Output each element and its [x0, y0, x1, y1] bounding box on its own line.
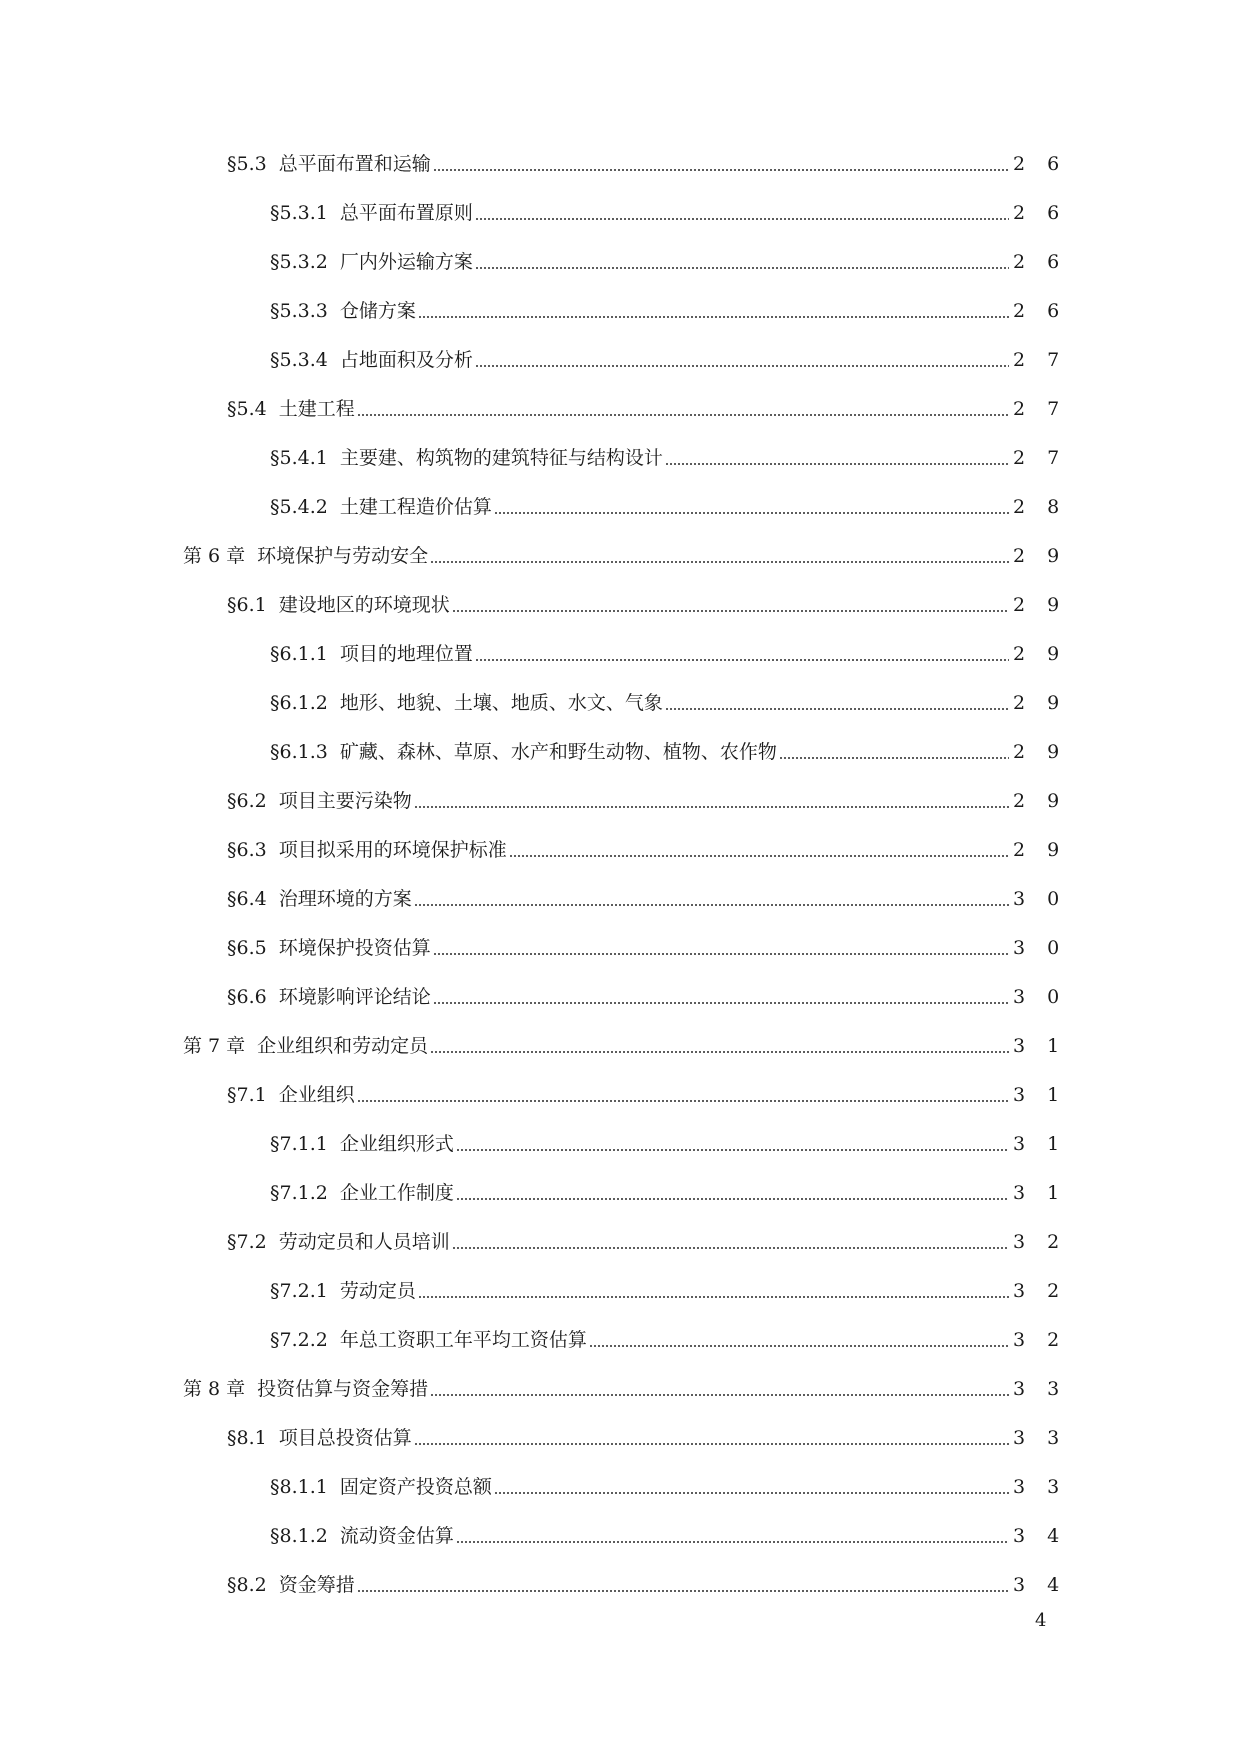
- toc-entry-number: §6.1.2: [270, 692, 328, 714]
- toc-entry[interactable]: [0, 934, 1241, 983]
- toc-entry[interactable]: [0, 885, 1241, 934]
- toc-entry-title: 项目主要污染物: [278, 790, 412, 812]
- toc-entry-page: 2 7: [1013, 398, 1068, 420]
- toc-entry-page: 3 4: [1013, 1574, 1068, 1596]
- toc-entry[interactable]: [0, 591, 1241, 640]
- toc-entry-page: 2 7: [1013, 447, 1068, 469]
- toc-entry-number: §5.3.1: [270, 202, 328, 224]
- toc-entry-number: §7.1.1: [270, 1133, 328, 1155]
- dot-leader: [357, 395, 1009, 417]
- toc-entry[interactable]: [0, 1277, 1241, 1326]
- toc-entry-number: §7.1.2: [270, 1182, 328, 1204]
- toc-entry-number: §5.3.4: [270, 349, 328, 371]
- toc-entry-title: 环境保护投资估算: [278, 937, 431, 959]
- toc-entry-number: §5.3: [227, 153, 267, 175]
- toc-entry[interactable]: [0, 150, 1241, 199]
- dot-leader: [433, 150, 1009, 172]
- toc-entry-number: 第 7 章: [183, 1035, 246, 1057]
- toc-entry-title: 企业工作制度: [339, 1182, 454, 1204]
- table-of-contents: [0, 150, 1241, 1620]
- toc-entry-number: §6.4: [227, 888, 267, 910]
- toc-entry-number: §8.1.2: [270, 1525, 328, 1547]
- dot-leader: [430, 542, 1009, 564]
- dot-leader: [414, 1424, 1009, 1446]
- dot-leader: [509, 836, 1009, 858]
- toc-entry-number: §7.2.1: [270, 1280, 328, 1302]
- dot-leader: [475, 346, 1009, 368]
- toc-entry-page: 2 9: [1013, 839, 1068, 861]
- page-number: 4: [1035, 1610, 1047, 1631]
- dot-leader: [433, 934, 1009, 956]
- toc-entry-page: 2 9: [1013, 643, 1068, 665]
- toc-entry[interactable]: [0, 787, 1241, 836]
- dot-leader: [589, 1326, 1009, 1348]
- toc-entry-title: 厂内外运输方案: [339, 251, 473, 273]
- toc-entry[interactable]: [0, 1081, 1241, 1130]
- toc-entry-number: §6.1.1: [270, 643, 328, 665]
- toc-entry-title: 仓储方案: [339, 300, 416, 322]
- dot-leader: [456, 1130, 1009, 1152]
- dot-leader: [433, 983, 1009, 1005]
- dot-leader: [475, 199, 1009, 221]
- dot-leader: [494, 493, 1009, 515]
- toc-entry-page: 3 1: [1013, 1182, 1068, 1204]
- toc-entry-page: 2 9: [1013, 741, 1068, 763]
- dot-leader: [414, 787, 1009, 809]
- toc-entry[interactable]: [0, 248, 1241, 297]
- toc-entry-number: §8.2: [227, 1574, 267, 1596]
- toc-entry[interactable]: [0, 493, 1241, 542]
- toc-entry-page: 2 6: [1013, 153, 1068, 175]
- toc-entry-title: 固定资产投资总额: [339, 1476, 492, 1498]
- dot-leader: [456, 1522, 1009, 1544]
- dot-leader: [456, 1179, 1009, 1201]
- toc-entry[interactable]: [0, 689, 1241, 738]
- toc-entry-title: 占地面积及分析: [339, 349, 473, 371]
- toc-entry[interactable]: [0, 1375, 1241, 1424]
- toc-entry-number: §7.2.2: [270, 1329, 328, 1351]
- toc-entry[interactable]: [0, 1130, 1241, 1179]
- toc-entry[interactable]: [0, 395, 1241, 444]
- toc-entry-number: §6.3: [227, 839, 267, 861]
- toc-entry-page: 2 9: [1013, 790, 1068, 812]
- toc-entry-number: §5.4.1: [270, 447, 328, 469]
- dot-leader: [779, 738, 1009, 760]
- toc-entry-title: 项目总投资估算: [278, 1427, 412, 1449]
- toc-entry-page: 3 3: [1013, 1378, 1068, 1400]
- toc-entry-page: 2 8: [1013, 496, 1068, 518]
- toc-entry-number: §5.3.2: [270, 251, 328, 273]
- toc-entry-title: 资金筹措: [278, 1574, 355, 1596]
- toc-entry-title: 矿藏、森林、草原、水产和野生动物、植物、农作物: [339, 741, 777, 763]
- dot-leader: [665, 444, 1009, 466]
- toc-entry[interactable]: [0, 1424, 1241, 1473]
- dot-leader: [475, 248, 1009, 270]
- dot-leader: [418, 297, 1009, 319]
- toc-entry[interactable]: [0, 346, 1241, 395]
- toc-entry[interactable]: [0, 1032, 1241, 1081]
- dot-leader: [418, 1277, 1009, 1299]
- toc-entry-number: §6.2: [227, 790, 267, 812]
- toc-entry[interactable]: [0, 444, 1241, 493]
- toc-entry-title: 企业组织: [278, 1084, 355, 1106]
- toc-entry[interactable]: [0, 1473, 1241, 1522]
- toc-entry-number: §7.2: [227, 1231, 267, 1253]
- dot-leader: [414, 885, 1009, 907]
- toc-entry-number: §8.1: [227, 1427, 267, 1449]
- toc-entry-page: 2 6: [1013, 300, 1068, 322]
- toc-entry[interactable]: [0, 1228, 1241, 1277]
- dot-leader: [452, 591, 1009, 613]
- toc-entry[interactable]: [0, 542, 1241, 591]
- dot-leader: [475, 640, 1009, 662]
- toc-entry-title: 土建工程: [278, 398, 355, 420]
- toc-entry-page: 3 1: [1013, 1133, 1068, 1155]
- toc-entry-page: 3 1: [1013, 1035, 1068, 1057]
- toc-entry-title: 流动资金估算: [339, 1525, 454, 1547]
- toc-entry-page: 3 0: [1013, 888, 1068, 910]
- toc-entry-title: 主要建、构筑物的建筑特征与结构设计: [339, 447, 663, 469]
- toc-entry-number: §6.1: [227, 594, 267, 616]
- dot-leader: [430, 1032, 1009, 1054]
- toc-entry-number: 第 6 章: [183, 545, 246, 567]
- toc-entry-title: 投资估算与资金筹措: [257, 1378, 429, 1400]
- toc-entry-title: 项目拟采用的环境保护标准: [278, 839, 507, 861]
- toc-entry[interactable]: [0, 1326, 1241, 1375]
- toc-entry[interactable]: [0, 836, 1241, 885]
- dot-leader: [430, 1375, 1009, 1397]
- toc-entry-title: 劳动定员: [339, 1280, 416, 1302]
- toc-entry-title: 企业组织和劳动定员: [257, 1035, 429, 1057]
- toc-entry-page: 2 6: [1013, 251, 1068, 273]
- toc-entry[interactable]: [0, 297, 1241, 346]
- toc-entry-page: 3 3: [1013, 1427, 1068, 1449]
- toc-entry-number: §6.1.3: [270, 741, 328, 763]
- toc-entry-title: 土建工程造价估算: [339, 496, 492, 518]
- toc-entry[interactable]: [0, 199, 1241, 248]
- dot-leader: [357, 1081, 1009, 1103]
- dot-leader: [452, 1228, 1009, 1250]
- toc-entry-page: 3 0: [1013, 986, 1068, 1008]
- toc-entry-number: §5.3.3: [270, 300, 328, 322]
- toc-entry-title: 总平面布置和运输: [278, 153, 431, 175]
- toc-entry-number: §7.1: [227, 1084, 267, 1106]
- toc-entry-number: §6.5: [227, 937, 267, 959]
- toc-entry[interactable]: [0, 1571, 1241, 1620]
- toc-entry-title: 治理环境的方案: [278, 888, 412, 910]
- toc-entry[interactable]: [0, 640, 1241, 689]
- toc-entry-number: §8.1.1: [270, 1476, 328, 1498]
- toc-entry[interactable]: [0, 1522, 1241, 1571]
- toc-entry-page: 2 9: [1013, 545, 1068, 567]
- toc-entry[interactable]: [0, 738, 1241, 787]
- toc-entry-page: 3 0: [1013, 937, 1068, 959]
- dot-leader: [494, 1473, 1009, 1495]
- toc-entry-page: 2 9: [1013, 594, 1068, 616]
- toc-entry-page: 3 2: [1013, 1231, 1068, 1253]
- toc-entry-page: 2 7: [1013, 349, 1068, 371]
- toc-entry-page: 2 6: [1013, 202, 1068, 224]
- toc-entry-title: 劳动定员和人员培训: [278, 1231, 450, 1253]
- toc-entry-number: §6.6: [227, 986, 267, 1008]
- toc-entry-title: 年总工资职工年平均工资估算: [339, 1329, 587, 1351]
- toc-entry-number: §5.4.2: [270, 496, 328, 518]
- toc-entry-page: 2 9: [1013, 692, 1068, 714]
- dot-leader: [665, 689, 1009, 711]
- toc-entry-number: 第 8 章: [183, 1378, 246, 1400]
- toc-entry-title: 建设地区的环境现状: [278, 594, 450, 616]
- dot-leader: [357, 1571, 1009, 1593]
- toc-entry-page: 3 2: [1013, 1280, 1068, 1302]
- toc-entry-page: 3 4: [1013, 1525, 1068, 1547]
- toc-entry[interactable]: [0, 1179, 1241, 1228]
- toc-entry-page: 3 1: [1013, 1084, 1068, 1106]
- toc-entry-title: 地形、地貌、土壤、地质、水文、气象: [339, 692, 663, 714]
- toc-entry-number: §5.4: [227, 398, 267, 420]
- toc-entry[interactable]: [0, 983, 1241, 1032]
- toc-entry-title: 环境保护与劳动安全: [257, 545, 429, 567]
- toc-entry-title: 环境影响评论结论: [278, 986, 431, 1008]
- toc-entry-title: 项目的地理位置: [339, 643, 473, 665]
- toc-entry-page: 3 3: [1013, 1476, 1068, 1498]
- toc-entry-title: 企业组织形式: [339, 1133, 454, 1155]
- toc-entry-page: 3 2: [1013, 1329, 1068, 1351]
- toc-entry-title: 总平面布置原则: [339, 202, 473, 224]
